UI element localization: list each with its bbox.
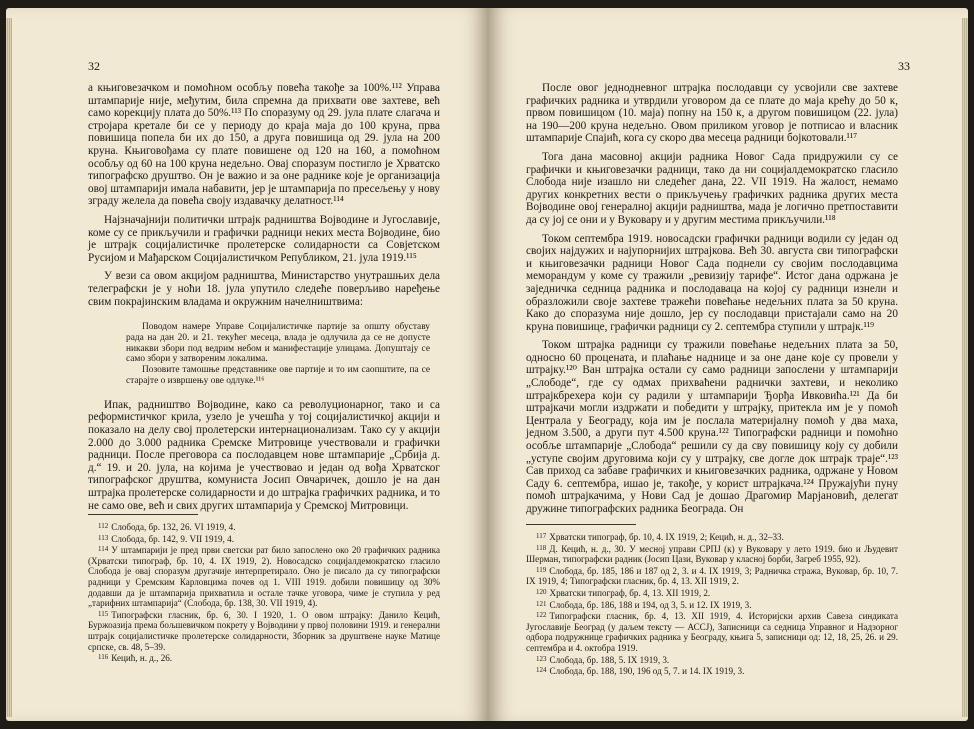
- paragraph: Током септембра 1919. новосадски графички радници водили су један од својих најдужих и најупорнијих штрајкова. Већ 30. августа сви типографски и књиговезачки радници Новог Сада поднели су својим послодавцима меморандум у коме су тражили „ревизију тарифе“. Истог дана одржана је заједничка седница радника и послодаваца на којој су радници изнели и образложили своје захтеве тражећи повећање недељних плата за 50 круна. Како до споразума није дошло, јер су послодавци пристајали само на 20 круна повишице, графички радници су 2. септембра ступили у штрајк.¹¹⁹: [526, 232, 898, 333]
- footnote: $^{114}$ У штампарији је пред први светски рат било запослено око 20 графичких радника (Хрватски типограф, бр. 10, 4. IX 1919, 2). Новосадско социјалдемократско гласило Слобода је овај споразум другачије интерпретирало. Оно је писало да су типографски радници у Сремским Карловцима почев од 1. VIII 1919. добили повишицу од 30% додавши да је штампарија прихватила и остале тачке уговора, чиме је ступила у ред „тарифних штампарија“ (Слобода, бр. 138, 30. VII 1919, 4).: [88, 545, 440, 609]
- page-number-right: 33: [898, 59, 910, 73]
- quote-paragraph: Позовите тамошње представнике ове партије и то им саопштите, па се старајте о извршењу ове одлуке.¹¹⁶: [126, 365, 430, 387]
- left-body: [88, 82, 440, 512]
- footnote: $^{118}$ Д. Кецић, н. д., 30. У месној управи СРПЈ (к) у Вуковару у лето 1919. био и Људевит Шерман, типографски радник (Јосип Цази, Вуковар у класној борби, Загреб 1955, 92).: [526, 543, 898, 565]
- footnote: $^{119}$ Слобода, бр. 185, 186 и 187 од 2, 3. и 4. IX 1919, 3; Радничка стража, Вуковар, бр. 10, 7. IX 1919, 4; Типографски гласник, бр. 4, 13. XII 1919, 2.: [526, 565, 898, 587]
- paragraph: Ипак, радништво Војводине, како са револуционарног, тако и са реформистичког крила, узело је учешћа у тој социјалистичкој акцији и показало на делу свој пролетерски интернационализам. Тако су у акцији 2.000 до 3.000 радника Сремске Митровице учествовали и графички радници. После преговора са послодавцем нове штампарије „Србија д. д.“ 19. и 20. јула, на којима је учествовао и један од вођа Хрватског типографског друштва, комуниста Јосип Овчаричек, дошло је на дан штрајка пролетерске солидарности и до штрајка графичких радника, и то не само ове, већ и свих других штампарија у Сремској Митровици.: [88, 398, 440, 512]
- left-footnotes: [88, 514, 440, 664]
- footnote-separator: [526, 524, 636, 525]
- footnote: $^{113}$ Слобода, бр. 142, 9. VII 1919, 4.: [98, 533, 234, 544]
- page-edge-right: [962, 18, 968, 717]
- right-body: [526, 82, 898, 516]
- paragraph: Најзначајнији политички штрајк радништва Војводине и Југославије, коме су се прикључили и графички радници неких места Војводине, био је штрајк социјалистичке пролетерске солидарности са Совјетском Русијом и Мађарском Социјалистичком Републиком, 21. јула 1919.¹¹⁵: [88, 213, 440, 264]
- footnote: $^{122}$ Типографски гласник, бр. 4, 13. XII 1919, 4. Историјски архив Савеза синдиката Југославије Београд (у даљем тексту — АССЈ), Записници са седница Управног и Надзорног одбора подружнице графичких радника у Београду, књига 5, записници од: 12, 18, 25, 26. и 29. септембра и 4. октобра 1919.: [526, 611, 898, 653]
- quotation-block: [126, 322, 430, 387]
- footnote: $^{112}$ Слобода, бр. 132, 26. VI 1919, 4.: [98, 522, 236, 532]
- paragraph: Тога дана масовној акцији радника Новог Сада придружили су се графички и књиговезачки радници, тако да ни социјалдемократско гласило Слобода није изашло ни следећег дана, 22. VII 1919. На жалост, немамо других конкретних вести о прикључењу графичких радника других места Војводине овој генералној акцији радништва, мада је логично претпоставити да су јој се они и у Вуковару и у другим местима прикључили.¹¹⁸: [526, 150, 898, 226]
- paragraph: После овог једнодневног штрајка послодавци су усвојили све захтеве графичких радника и утврдили уговором да се плате до маја крећу до 50 к, првом повишицом (10. маја) попну на 150 к, а другом повишицом (22. јула) на 190—200 круна недељно. Овом приликом уговор је потписао и власник штампарије Спајић, кога су скоро два месеца радници бојкотовали.¹¹⁷: [526, 82, 898, 145]
- footnote: $^{115}$ Типографски гласник, бр. 6, 30. I 1920, 1. О овом штрајку: Данило Кецић, Буржоазија према бољшевичком покрету у Војводини у првој половини 1919. и генерални штрајк социјалистичке пролетерске солидарности, Зборник за друштвене науке Матице српске, св. 48, 5–39.: [88, 609, 440, 652]
- page-number-left: 32: [88, 59, 100, 73]
- footnote: $^{117}$ Хрватски типограф, бр. 10, 4. IX 1919, 2; Кецић, н. д., 32–33.: [536, 532, 784, 542]
- footnote: $^{116}$ Кецић, н. д., 26.: [98, 653, 173, 664]
- quote-paragraph: Поводом намере Управе Социјалистичке партије за општу обуставу рада на дан 20. и 21. текућег месеца, влада је одлучила да се не допусте никакви збори под ведрим небом и манифестације улицама. Допуштају се само збори у затвореним локалима.: [126, 322, 430, 365]
- page-edge-left: [6, 18, 12, 717]
- footnote: $^{121}$ Слобода, бр. 186, 188 и 194, од 3, 5. и 12. IX 1919, 3.: [536, 599, 752, 610]
- right-footnotes: [526, 524, 898, 677]
- paragraph: Током штрајка радници су тражили повећање недељних плата за 50, односно 60 процената, и плаћање наднице и за оне дане које су провели у штрајку.¹²⁰ Ван штрајка остали су само радници запослени у штампарији „Слободе“, где су одмах прихваћени раднички захтеви, и неколико штрајкбрехера који су радили у штампарији Ђорђа Ивковића.¹²¹ Да би штрајкачи могли издржати и победити у штрајку, притекла им је у помоћ Централа у Београду, која им је послала материјалну помоћ у два маха, једном 3.500, а други пут 4.500 круна.¹²² Типографски радници и помоћно особље штампарије „Слобода“ решили су да сву повишицу коју су добили „уступе својим друговима који су у штрајку, све догле док штрајк траје“.¹²³ Сав приход са забаве графичких и књиговезачких радника, одржане у Новом Саду 6. септембра, ишао је, такође, у корист штрајкача.¹²⁴ Пружајући пуну помоћ штрајкачима, у Нови Сад је дошао Драгомир Марјановић, делегат дружине типографских радника Београда. Он: [526, 339, 898, 515]
- paragraph: а књиговезачком и помоћном особљу повећа такође за 100%.¹¹² Управа штампарије није, међутим, била спремна да прихвати ове захтеве, већ само корекцију плата до 50%.¹¹³ По споразуму од 29. јула плате слагача и стројара кретале би се у периоду до краја маја до 100 круна, прва повишица попела би их до 150, а друга повишица од 29. јула на 200 круна. Књиговођама су плате повишене од 120 на 160, а помоћном особљу од 60 на 100 круна недељно. Овај споразум постигло је Хрватско типографско друштво. Он је важио и за оне раднике које је организација овој штампарији имала набавити, јер је штампарија по пресељењу у нову зграду желела да повећа своју издавачку делатност.¹¹⁴: [88, 82, 440, 208]
- paragraph: У вези са овом акцијом радништва, Министарство унутрашњих дела телеграфски је у ноћи 18. јула упутило следеће поверљиво наређење свим покрајинским владама и окружним начелништвима:: [88, 270, 440, 308]
- footnote: $^{123}$ Слобода, бр. 188, 5. IX 1919, 3.: [536, 654, 670, 665]
- left-page: [6, 8, 488, 721]
- right-page: [488, 8, 968, 721]
- footnote: $^{124}$ Слобода, бр. 188, 190, 196 од 5, 7. и 14. IX 1919, 3.: [536, 666, 745, 677]
- footnote-separator: [88, 514, 198, 515]
- footnote: $^{120}$ Хрватски типограф, бр. 4, 13. XII 1919, 2.: [536, 587, 711, 598]
